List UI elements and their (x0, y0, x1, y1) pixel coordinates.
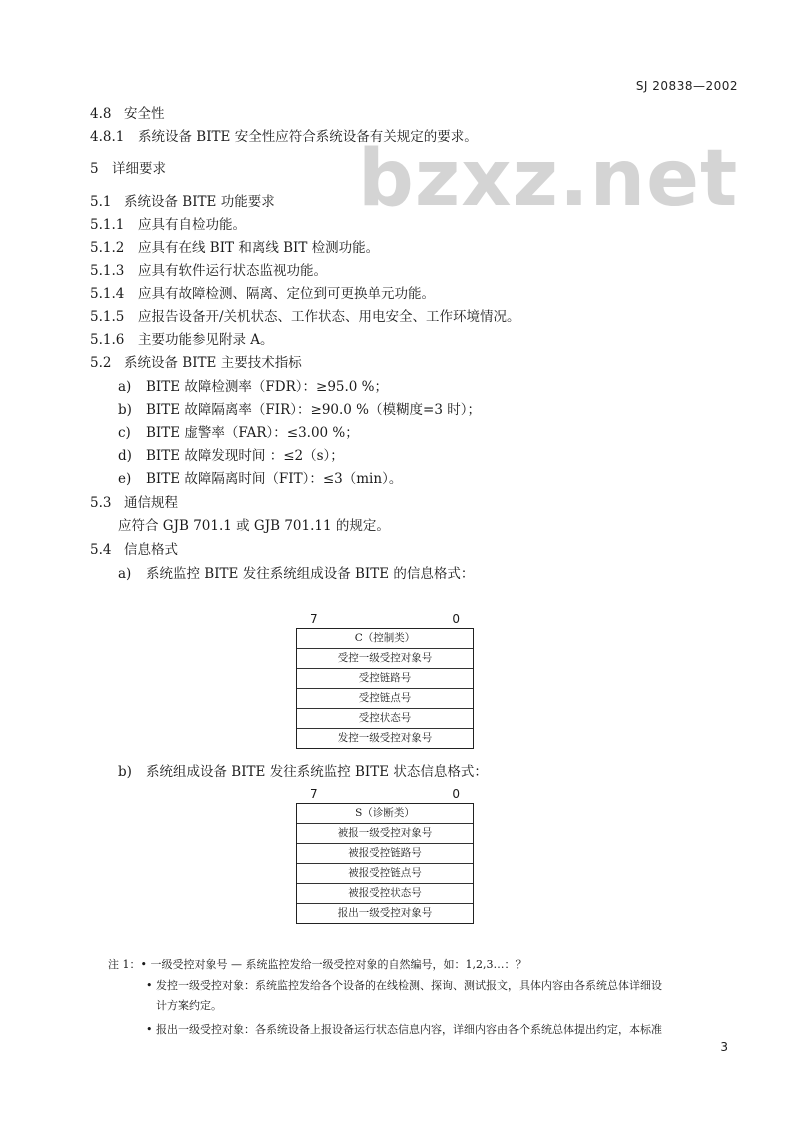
control-format-diagram (296, 612, 474, 749)
document-code: SJ 20838—2002 (635, 79, 738, 93)
bit-high-label: 7 (310, 787, 318, 801)
format-box (296, 803, 474, 924)
note-item: • 发控一级受控对象：系统监控发给各个设备的在线检测、探询、测试报文，具体内容由各系统总体详细设 (146, 979, 662, 992)
format-row: 受控链路号 (297, 668, 473, 688)
section-clause: 5.1.1 应具有自检功能。 (90, 217, 246, 233)
bit-low-label: 0 (452, 612, 460, 626)
watermark: bzxz.net (358, 134, 739, 224)
section-body: 应符合 GJB 701.1 或 GJB 701.11 的规定。 (118, 518, 390, 534)
status-format-diagram (296, 787, 474, 924)
section-heading: 4.8 安全性 (90, 106, 165, 122)
note-item: • 报出一级受控对象：各系统设备上报设备运行状态信息内容，详细内容由各个系统总体提出约定，本标准 (146, 1023, 662, 1036)
indicator-item: a) BITE 故障检测率（FDR）：≥95.0 %； (118, 379, 388, 395)
section-heading: 5 详细要求 (90, 161, 166, 177)
section-heading: 5.2 系统设备 BITE 主要技术指标 (90, 355, 302, 371)
format-row: 被报受控链路号 (297, 843, 473, 863)
section-heading: 5.1 系统设备 BITE 功能要求 (90, 194, 275, 210)
indicator-item: c) BITE 虚警率（FAR）：≤3.00 %； (118, 425, 359, 441)
section-clause: 5.1.5 应报告设备开/关机状态、工作状态、用电安全、工作环境情况。 (90, 309, 521, 325)
indicator-item: d) BITE 故障发现时间 ：≤2（s）； (118, 448, 344, 464)
indicator-item: e) BITE 故障隔离时间（FIT）：≤3（min）。 (118, 471, 403, 487)
section-heading: 5.4 信息格式 (90, 542, 178, 558)
bit-high-label: 7 (310, 612, 318, 626)
bit-range-header (296, 787, 474, 803)
format-row: 被报受控链点号 (297, 863, 473, 883)
format-row: 受控一级受控对象号 (297, 648, 473, 668)
format-a-caption: a) 系统监控 BITE 发往系统组成设备 BITE 的信息格式： (118, 566, 475, 582)
section-clause: 5.1.4 应具有故障检测、隔离、定位到可更换单元功能。 (90, 286, 435, 302)
format-row: 被报一级受控对象号 (297, 823, 473, 843)
page-number: 3 (720, 1040, 728, 1054)
format-box (296, 628, 474, 749)
section-clause: 5.1.6 主要功能参见附录 A。 (90, 332, 274, 348)
format-row: 报出一级受控对象号 (297, 903, 473, 923)
note-lead: 注 1： (108, 958, 141, 971)
format-row: 发控一级受控对象号 (297, 728, 473, 748)
format-b-caption: b) 系统组成设备 BITE 发往系统监控 BITE 状态信息格式： (118, 764, 488, 780)
section-heading: 5.3 通信规程 (90, 495, 178, 511)
section-clause: 5.1.2 应具有在线 BIT 和离线 BIT 检测功能。 (90, 240, 380, 256)
format-row: S（诊断类） (355, 807, 415, 819)
section-clause: 5.1.3 应具有软件运行状态监视功能。 (90, 263, 327, 279)
bit-range-header (296, 612, 474, 628)
section-clause: 4.8.1 系统设备 BITE 安全性应符合系统设备有关规定的要求。 (90, 129, 478, 145)
note-item-continued: 计方案约定。 (156, 999, 222, 1012)
format-row: C（控制类） (354, 632, 416, 644)
note-item: 注 1：• 一级受控对象号 — 系统监控发给一级受控对象的自然编号，如：1,2,3…：？ (108, 958, 527, 971)
format-row: 受控状态号 (297, 708, 473, 728)
bit-low-label: 0 (452, 787, 460, 801)
format-row: 被报受控状态号 (297, 883, 473, 903)
indicator-item: b) BITE 故障隔离率（FIR）：≥90.0 %（模糊度=3 时）； (118, 402, 481, 418)
format-row: 受控链点号 (297, 688, 473, 708)
